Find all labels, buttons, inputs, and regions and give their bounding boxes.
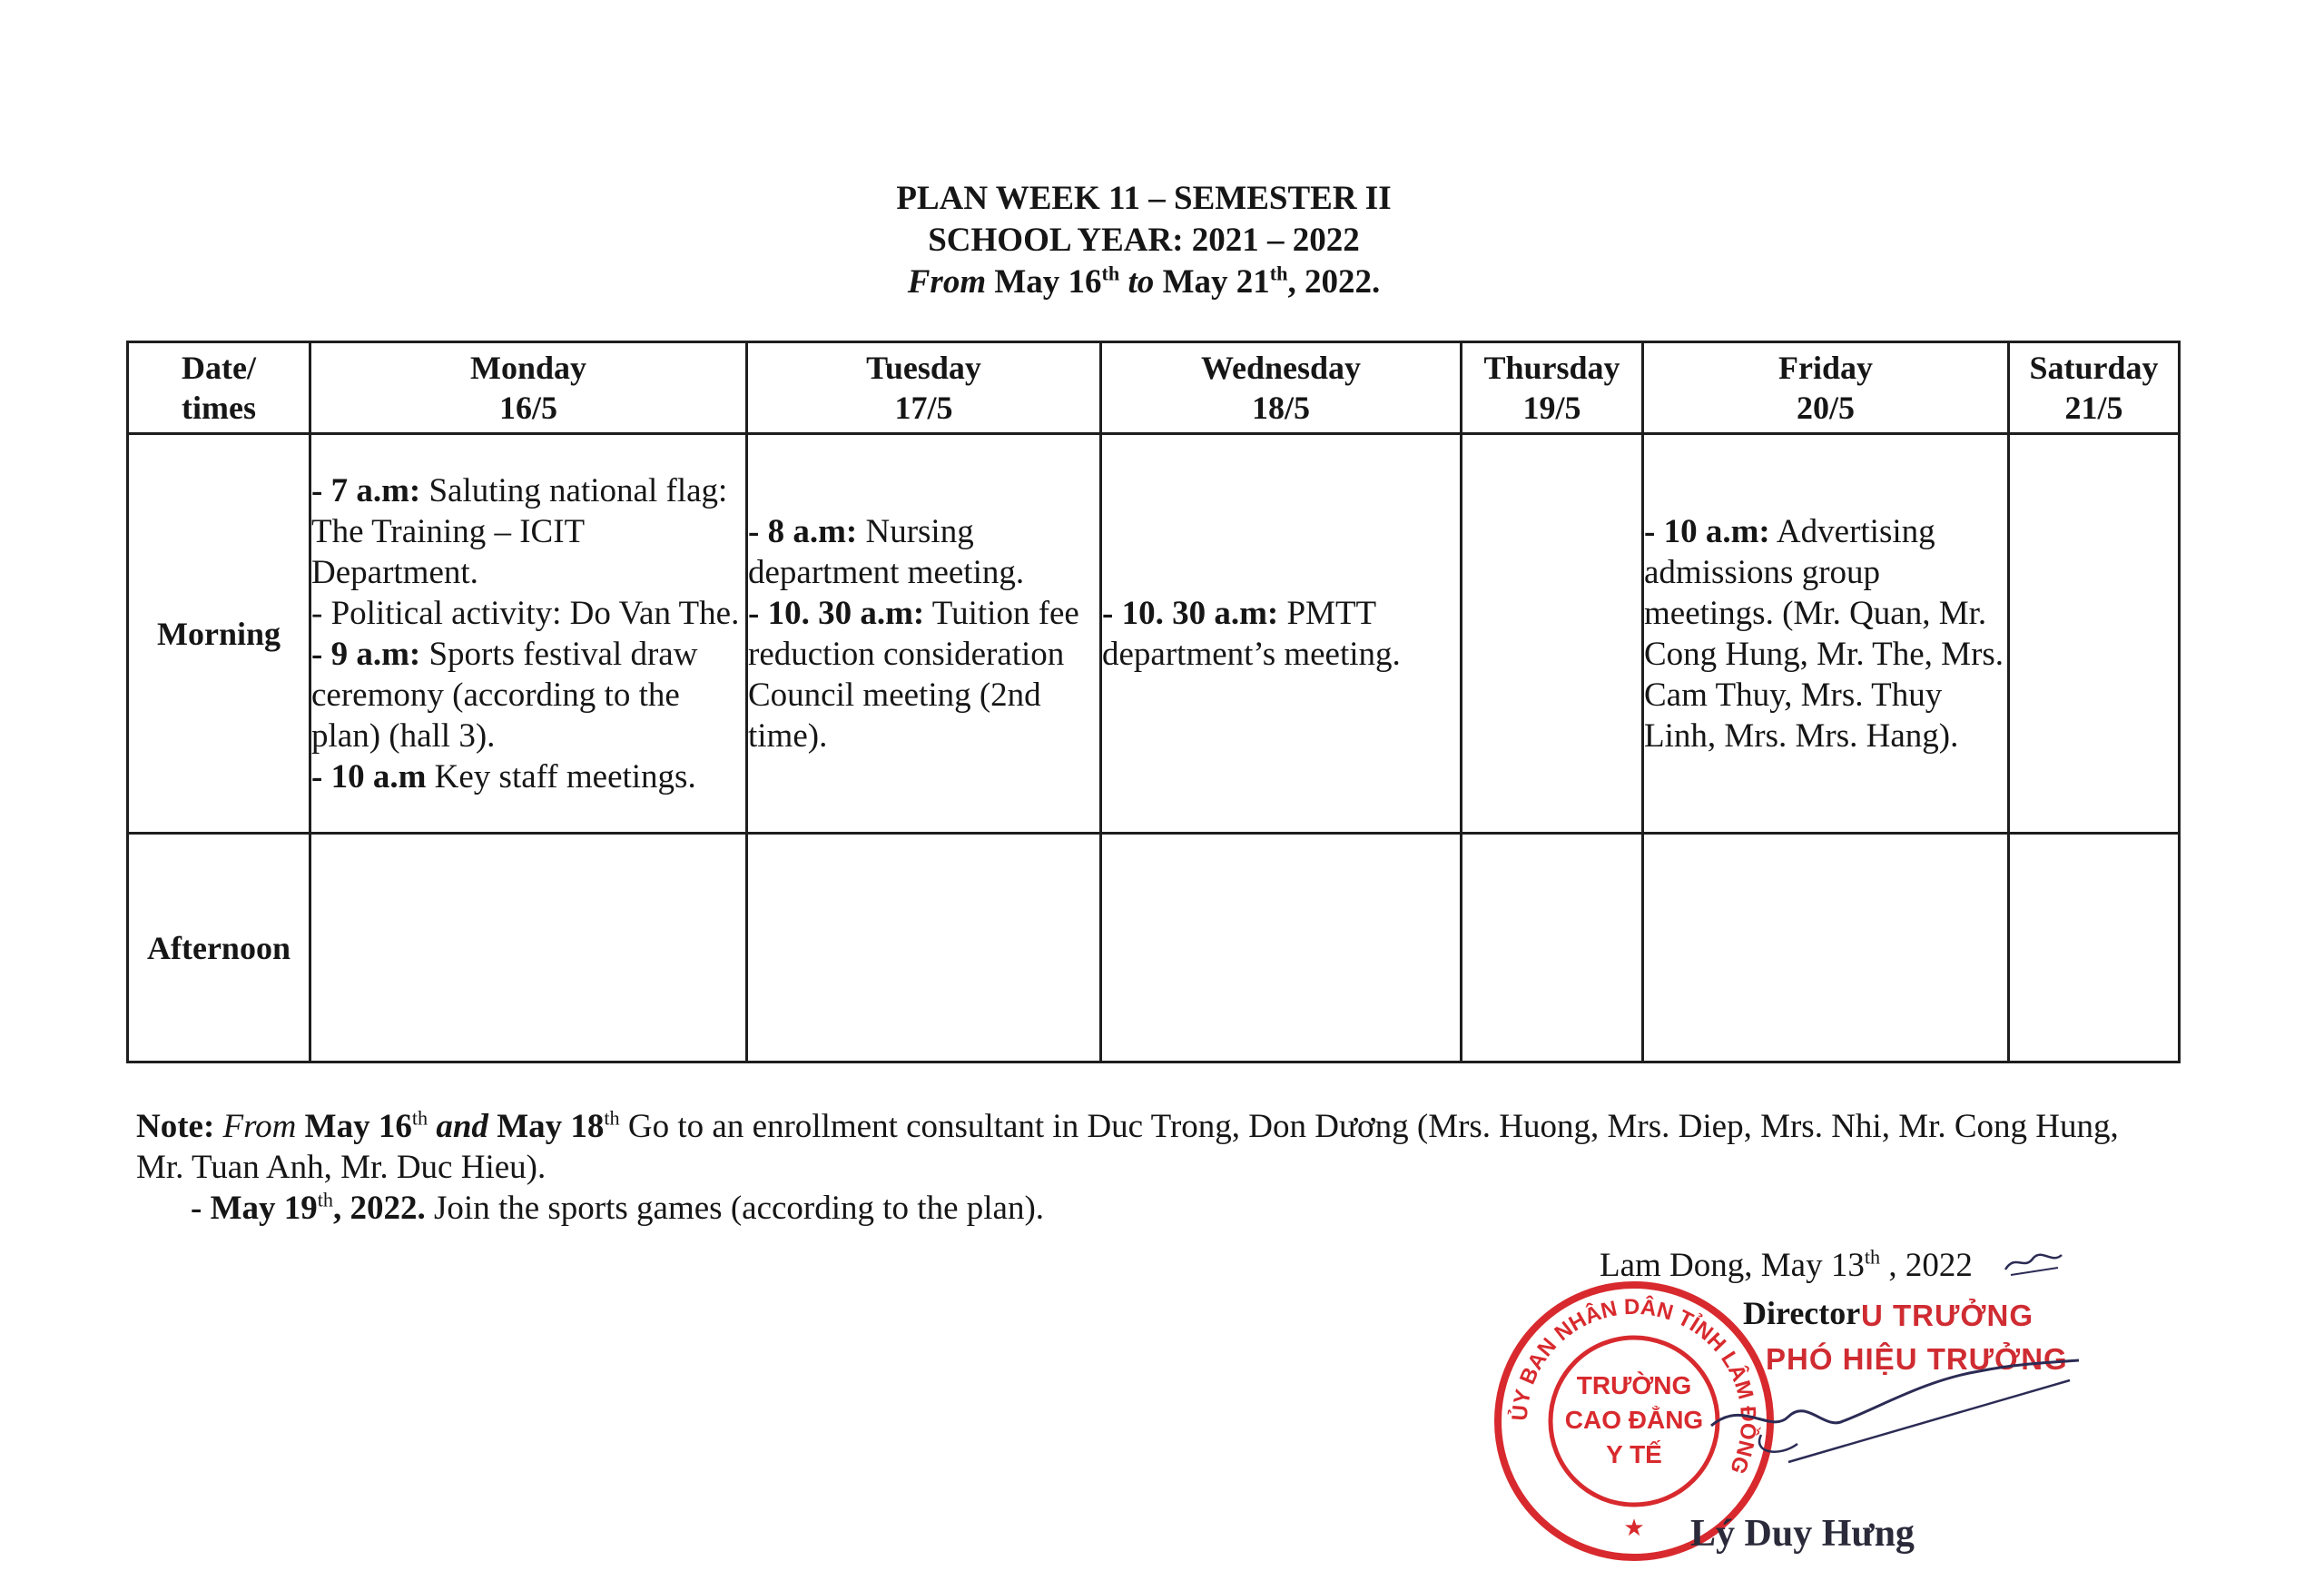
- signature-role: Director: [1743, 1295, 1861, 1331]
- title-end-sup: th: [1269, 262, 1288, 285]
- note-date-2: May 18: [497, 1108, 605, 1145]
- note-date-2-sup: th: [604, 1106, 620, 1130]
- cell-tuesday-morning: [747, 434, 1101, 834]
- day-header-tuesday: [747, 342, 1101, 434]
- svg-text:★: ★: [1623, 1514, 1645, 1541]
- entry-text: Tuition fee reduction consideration Council meeting (2nd time).: [748, 594, 1079, 755]
- note-label: Note:: [136, 1108, 215, 1145]
- header-row: [128, 342, 2180, 434]
- entry: [748, 511, 1099, 593]
- day-date: 18/5: [1251, 390, 1310, 426]
- note-date-1-sup: th: [411, 1106, 428, 1130]
- title-start-sup: th: [1101, 262, 1120, 285]
- sign-date-text: Lam Dong, May 13: [1600, 1247, 1865, 1284]
- cell-thursday-afternoon: [1462, 834, 1643, 1062]
- title-line-1: PLAN WEEK 11 – SEMESTER II: [896, 180, 1392, 217]
- stamp-overprint-1: U TRƯỞNG: [1861, 1299, 2034, 1332]
- schedule-table: [126, 341, 2181, 1063]
- entry-text: Saluting national flag: The Training – ICIT Department.: [311, 471, 728, 591]
- note-from: From: [222, 1108, 297, 1145]
- note2-text: Join the sports games (according to the plan).: [425, 1190, 1045, 1227]
- note-date-1: May 16: [304, 1108, 412, 1145]
- stamp-center-2: CAO ĐẲNG: [1564, 1406, 1704, 1434]
- title-end: May 21: [1162, 263, 1270, 301]
- note-and: and: [436, 1108, 488, 1145]
- plan-title: [0, 178, 2288, 303]
- corner-line-2: times: [182, 390, 256, 426]
- day-header-friday: [1643, 342, 2009, 434]
- day-name: Wednesday: [1200, 350, 1362, 386]
- entry: [311, 470, 745, 593]
- title-line-3: [0, 262, 2288, 303]
- entry-time: - 9 a.m:: [311, 635, 421, 673]
- entry-time: - 10 a.m:: [1644, 512, 1770, 550]
- cell-saturday-afternoon: [2009, 834, 2180, 1062]
- entry: [748, 593, 1099, 756]
- day-header-monday: [310, 342, 747, 434]
- signatory-name: Lý Duy Hưng: [1690, 1513, 1915, 1555]
- stamp-center-1: TRƯỜNG: [1576, 1371, 1692, 1399]
- notes: [136, 1106, 2133, 1229]
- entry: [311, 756, 745, 797]
- cell-friday-afternoon: [1643, 834, 2009, 1062]
- day-header-wednesday: [1101, 342, 1462, 434]
- cell-wednesday-morning: [1101, 434, 1462, 834]
- stamp-center-3: Y TẾ: [1606, 1440, 1662, 1468]
- entry-time: - 10. 30 a.m:: [1102, 594, 1279, 632]
- handwritten-signature: [1707, 1344, 2088, 1480]
- note2-sup: th: [317, 1188, 334, 1211]
- day-header-saturday: [2009, 342, 2180, 434]
- entry-text: Nursing department meeting.: [748, 512, 1025, 591]
- note-2: [136, 1188, 2133, 1229]
- title-to: to: [1128, 263, 1155, 301]
- entry: [1102, 593, 1460, 675]
- entry-time: - 8 a.m:: [748, 512, 858, 550]
- day-name: Thursday: [1483, 350, 1620, 386]
- afternoon-row: [128, 834, 2180, 1062]
- sign-year: , 2022: [1880, 1247, 1973, 1284]
- cell-wednesday-afternoon: [1101, 834, 1462, 1062]
- entry: [311, 593, 745, 634]
- entry-time: - 10 a.m: [311, 757, 427, 795]
- day-name: Saturday: [2029, 350, 2159, 386]
- entry-text: Advertising admissions group meetings. (Mr. Quan, Mr. Cong Hung, Mr. The, Mrs. Cam Thuy, Mrs. Thuy Linh, Mrs. Mrs. Hang).: [1644, 512, 2004, 755]
- entry-text: - Political activity: Do Van The.: [311, 594, 740, 632]
- row-label-afternoon: Afternoon: [128, 834, 310, 1062]
- cell-thursday-morning: [1462, 434, 1643, 834]
- day-date: 20/5: [1796, 390, 1855, 426]
- entry: [311, 634, 745, 756]
- day-name: Friday: [1778, 350, 1873, 386]
- date-times-header: [128, 342, 310, 434]
- title-line-2: SCHOOL YEAR: 2021 – 2022: [928, 222, 1360, 259]
- day-date: 19/5: [1522, 390, 1581, 426]
- entry: [1644, 511, 2007, 756]
- note2-date: - May 19: [191, 1190, 318, 1227]
- cell-monday-morning: [310, 434, 747, 834]
- cell-monday-afternoon: [310, 834, 747, 1062]
- entry-text: PMTT department’s meeting.: [1102, 594, 1401, 673]
- stamp-overprint-2: PHÓ HIỆU TRƯỞNG: [1766, 1342, 2068, 1376]
- day-date: 17/5: [894, 390, 953, 426]
- note-text: Go to an enrollment consultant in Duc Trong, Don Dương (Mrs. Huong, Mrs. Diep, Mrs. Nhi, Mr. Cong Hung, Mr. Tuan Anh, Mr. Duc Hieu).: [136, 1108, 2119, 1186]
- initial-mark: [2002, 1244, 2065, 1280]
- entry-text: Sports festival draw ceremony (according to the plan) (hall 3).: [311, 635, 698, 755]
- entry-text: Key staff meetings.: [426, 757, 696, 795]
- day-name: Monday: [469, 350, 587, 386]
- title-start: May 16: [994, 263, 1102, 301]
- morning-row: [128, 434, 2180, 834]
- cell-tuesday-afternoon: [747, 834, 1101, 1062]
- day-header-thursday: [1462, 342, 1643, 434]
- sign-date-sup: th: [1864, 1245, 1881, 1269]
- stamp-ring-text: ỦY BAN NHÂN DÂN TỈNH LÂM ĐỒNG: [1507, 1294, 1761, 1478]
- day-name: Tuesday: [866, 350, 981, 386]
- entry-time: - 7 a.m:: [311, 471, 421, 509]
- row-label-morning: Morning: [128, 434, 310, 834]
- corner-line-1: Date/: [182, 350, 256, 386]
- title-from: From: [907, 263, 987, 301]
- entry-time: - 10. 30 a.m:: [748, 594, 925, 632]
- note2-year: , 2022.: [333, 1190, 426, 1227]
- cell-saturday-morning: [2009, 434, 2180, 834]
- cell-friday-morning: [1643, 434, 2009, 834]
- day-date: 16/5: [498, 390, 557, 426]
- title-year: , 2022.: [1287, 263, 1381, 301]
- note-1: [136, 1106, 2133, 1188]
- day-date: 21/5: [2064, 390, 2123, 426]
